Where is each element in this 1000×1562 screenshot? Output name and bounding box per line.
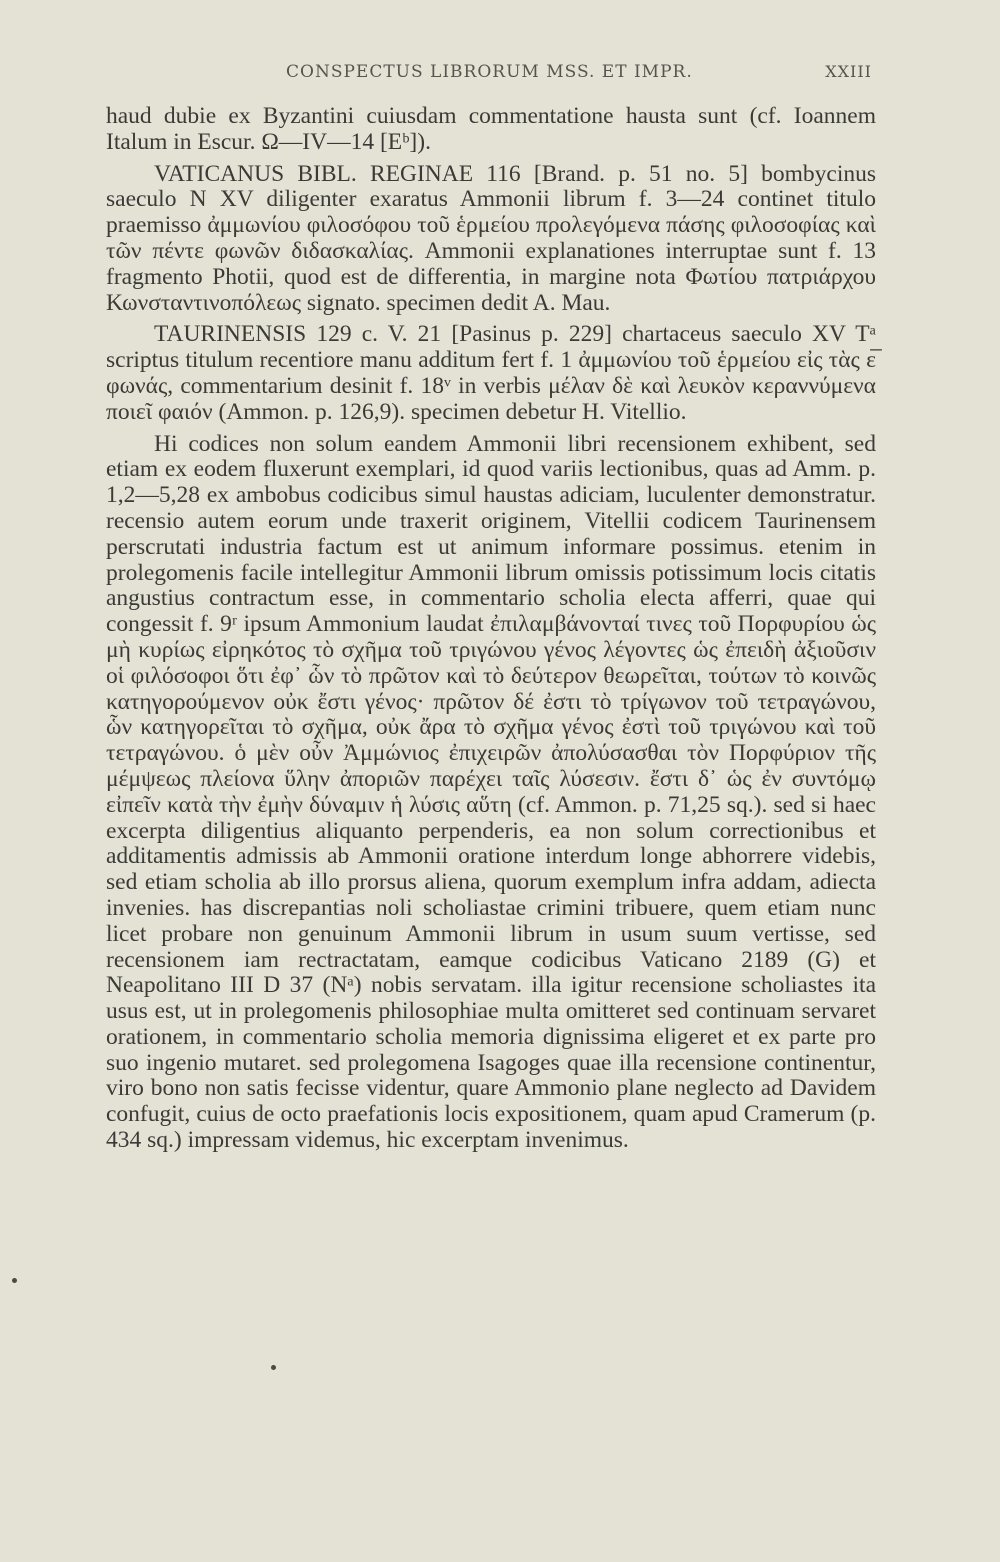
paragraph-vaticanus: VATICANUS BIBL. REGINAE 116 [Brand. p. 51 no. 5] bombycinus saeculo N XV diligenter exaratus Ammonii librum f. 3—24 continet titulo praemisso ἀμμωνίου φιλοσόφου τοῦ ἑρμείου προλεγόμενα πάσης φιλοσοφίας καὶ τῶν πέντε φωνῶν διδασκαλίας. Ammonii explanationes interruptae sunt f. 13 fragmento Photii, quod est de differentia, in margine nota Φωτίου πατριάρχου Κωνσταντινοπόλεως signato. specimen dedit A. Mau. [106,160,876,316]
running-head: CONSPECTUS LIBRORUM MSS. ET IMPR. [286,62,693,82]
stray-mark [271,1365,276,1370]
body-text [106,104,876,1154]
paragraph-taurinensis: TAURINENSIS 129 c. V. 21 [Pasinus p. 229] chartaceus saeculo XV Tᵃ scriptus titulum recentiore manu additum fert f. 1 ἀμμωνίου τοῦ ἑρμείου εἰς τὰς ε̅ φωνάς, commentarium desinit f. 18ᵛ in verbis μέλαν δὲ καὶ λευκὸν κεραννύμενα ποιεῖ φαιόν (Ammon. p. 126,9). specimen debetur H. Vitellio. [106,321,876,425]
paragraph-1: haud dubie ex Byzantini cuiusdam commentatione hausta sunt (cf. Ioannem Italum in Escur. Ω—IV—14 [Eᵇ]). [106,103,876,155]
page-number: XXIII [825,62,872,81]
stray-mark [12,1278,17,1283]
paragraph-main: Hi codices non solum eandem Ammonii libri recensionem exhibent, sed etiam ex eodem fluxerunt exemplari, id quod variis lectionibus, quas ad Amm. p. 1,2—5,28 ex ambobus codicibus simul haustas adiciam, luculenter demonstratur. recensio autem eorum unde traxerit originem, Vitellii codicem Taurinensem perscrutati industria factum est ut animum informare possimus. etenim in prolegomenis facile intellegitur Ammonii librum omissis potissimum locis citatis angustius contractum esse, in commentario scholia electa afferri, quae qui congessit f. 9ʳ ipsum Ammonium laudat ἐπιλαμβάνονταί τινες τοῦ Πορφυρίου ὡς μὴ κυρίως εἰρηκότος τὸ σχῆμα τοῦ τριγώνου γένος λέγοντες ὡς ἐπειδὴ ἀξιοῦσιν οἱ φιλόσοφοι ὅτι ἐφ᾿ ὧν τὸ πρῶτον καὶ τὸ δεύτερον θεωρεῖται, τούτων τὸ κοινῶς κατηγορούμενον οὐκ ἔστι γένος· πρῶτον δέ ἐστι τὸ τρίγωνον τοῦ τετραγώνου, ὧν κατηγορεῖται τὸ σχῆμα, οὐκ ἄρα τὸ σχῆμα γένος ἐστὶ τοῦ τριγώνου καὶ τοῦ τετραγώνου. ὁ μὲν οὖν Ἀμμώνιος ἐπιχειρῶν ἀπολύσασθαι τὸν Πορφύριον τῆς μέμψεως πλείονα ὕλην ἀποριῶν παρέχει ταῖς λύσεσιν. ἔστι δ᾿ ὡς ἐν συντόμῳ εἰπεῖν κατὰ τὴν ἐμὴν δύναμιν ἡ λύσις αὕτη (cf. Ammon. p. 71,25 sq.). sed si haec excerpta diligentius aliquanto perpenderis, ea non solum correctionibus et additamentis admissis ab Ammonii oratione interdum longe abhorrere videbis, sed etiam scholia ab illo prorsus aliena, quorum exemplum infra addam, adiecta invenies. has discrepantias noli scholiastae crimini tribuere, quem etiam nunc licet probare non genuinum Ammonii librum in usum suum vertisse, sed recensionem iam rectractatam, eamque codicibus Vaticano 2189 (G) et Neapolitano III D 37 (Nᵃ) nobis servatam. illa igitur recensione scholiastes ita usus est, ut in prolegomenis philosophiae multa omitteret sed continuam servaret orationem, in commentario scholia memoria dignissima eligeret et ex parte pro suo ingenio mutaret. sed prolegomena Isagoges quae illa recensione continentur, viro bono non satis fecisse videntur, quare Ammonio plane neglecto ad Davidem confugit, cuius de octo praefationis locis expositionem, quam apud Cramerum (p. 434 sq.) impressam videmus, hic excerptam invenimus. [106,430,876,1154]
